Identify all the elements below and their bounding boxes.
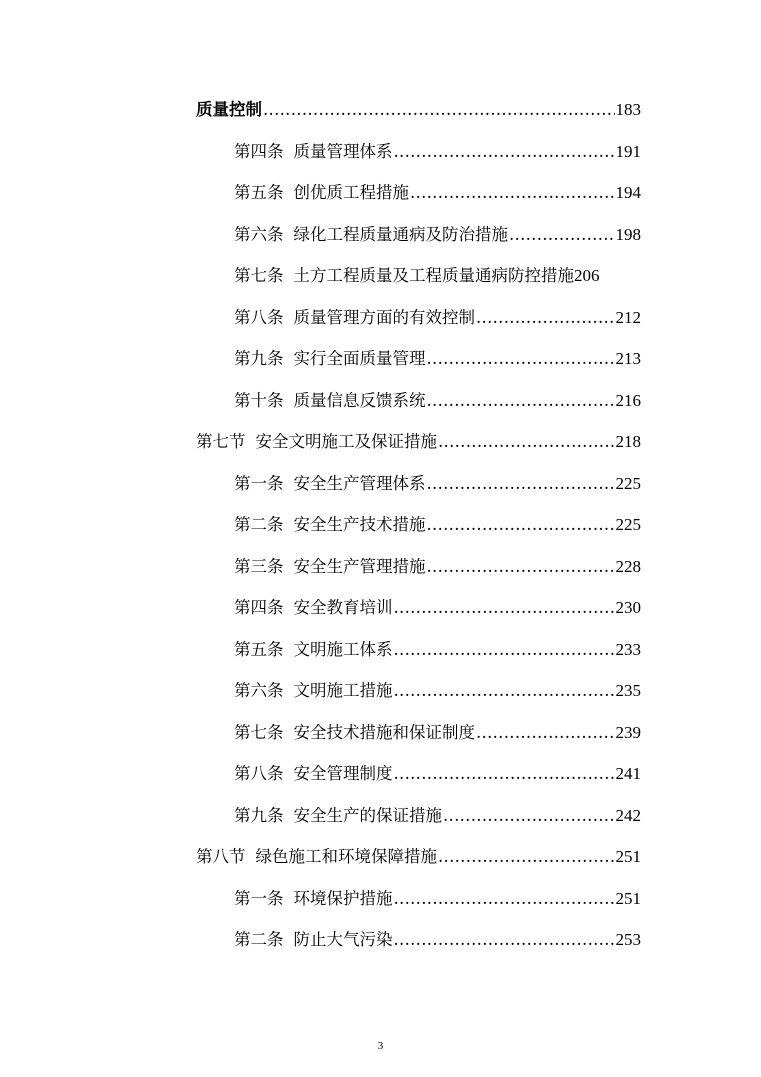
- toc-entry-number: 第三条: [234, 556, 284, 576]
- dot-leader: [394, 881, 615, 917]
- toc-entry-title: 安全管理制度: [293, 764, 393, 783]
- toc-entry[interactable]: [0, 217, 641, 259]
- toc-entry-number: 第四条: [234, 141, 284, 161]
- toc-entry-title: 创优质工程措施: [293, 183, 409, 202]
- dot-leader: [410, 175, 615, 211]
- toc-entry-page: 225: [615, 515, 641, 534]
- toc-entry-title: 安全生产管理措施: [293, 556, 426, 576]
- dot-leader: [394, 134, 615, 170]
- dot-leader: [438, 424, 615, 460]
- toc-entry[interactable]: [0, 922, 641, 964]
- toc-entry-number: 第二条: [234, 515, 284, 534]
- toc-entry-number: 第九条: [234, 349, 284, 368]
- toc-entry-label: [234, 590, 393, 626]
- toc-entry[interactable]: [0, 507, 641, 549]
- toc-entry[interactable]: [0, 715, 641, 757]
- toc-entry[interactable]: [0, 466, 641, 508]
- toc-entry-page: 228: [615, 556, 641, 576]
- dot-leader: [427, 549, 615, 585]
- toc-entry-label: [234, 300, 475, 336]
- page-number: 3: [377, 1040, 384, 1052]
- toc-entry-title: 安全生产管理体系: [293, 473, 426, 493]
- toc-entry-number: 第五条: [234, 183, 284, 202]
- toc-entry-number: 第一条: [234, 888, 284, 908]
- toc-entry-label: [234, 632, 393, 668]
- toc-entry-page: 253: [615, 930, 641, 949]
- dot-leader: [443, 798, 615, 834]
- toc-entry[interactable]: [0, 798, 641, 840]
- toc-entry-page: 194: [615, 183, 641, 202]
- toc-entry-title: 安全技术措施和保证制度: [293, 722, 475, 742]
- toc-entry-label: [234, 798, 442, 834]
- toc-entry-page: 242: [615, 805, 641, 825]
- table-of-contents: [0, 92, 761, 964]
- toc-entry-title: 安全生产的保证措施: [293, 805, 442, 825]
- dot-leader: [427, 383, 615, 419]
- toc-entry-title: 环境保护措施: [293, 888, 393, 908]
- toc-entry[interactable]: [0, 673, 641, 715]
- toc-entry-title: 防止大气污染: [293, 930, 393, 949]
- toc-entry-page: 212: [615, 307, 641, 327]
- toc-entry-number: 第七条: [234, 722, 284, 742]
- toc-entry[interactable]: [0, 756, 641, 798]
- toc-entry-page: 230: [615, 598, 641, 617]
- toc-entry-page: 251: [615, 888, 641, 908]
- toc-entry-label: [234, 756, 393, 792]
- toc-entry-number: 第八节: [196, 847, 246, 866]
- toc-entry-number: 第四条: [234, 598, 284, 617]
- toc-entry[interactable]: [0, 300, 641, 342]
- toc-entry-title: 绿色施工和环境保障措施: [255, 847, 437, 866]
- toc-entry-label: [196, 839, 437, 875]
- toc-entry-title: 安全教育培训: [293, 598, 393, 617]
- toc-entry-title: 质量管理体系: [293, 141, 393, 161]
- toc-entry-label: [234, 341, 426, 377]
- toc-entry-page: 239: [615, 722, 641, 742]
- toc-entry[interactable]: [0, 341, 641, 383]
- toc-entry-title: 文明施工体系: [293, 639, 393, 659]
- toc-entry-title: 质量控制: [196, 100, 262, 119]
- toc-entry-number: 第九条: [234, 805, 284, 825]
- toc-entry[interactable]: [0, 92, 641, 134]
- toc-entry-label: [234, 922, 393, 958]
- toc-entry-label: [234, 549, 426, 585]
- toc-entry-page: 233: [615, 639, 641, 659]
- toc-entry-label: [234, 258, 574, 294]
- dot-leader: [394, 632, 615, 668]
- toc-entry-number: 第六条: [234, 224, 284, 244]
- toc-entry[interactable]: [0, 839, 641, 881]
- toc-entry-label: [234, 175, 409, 211]
- dot-leader: [394, 673, 615, 709]
- toc-entry[interactable]: [0, 424, 641, 466]
- toc-entry-label: [196, 424, 437, 460]
- dot-leader: [476, 300, 615, 336]
- toc-entry-number: 第七节: [196, 432, 246, 451]
- toc-entry-title: 质量信息反馈系统: [293, 390, 426, 410]
- dot-leader: [427, 507, 615, 543]
- toc-entry-number: 第十条: [234, 390, 284, 410]
- toc-entry-number: 第八条: [234, 764, 284, 783]
- toc-entry[interactable]: [0, 175, 641, 217]
- toc-entry-label: [234, 673, 393, 709]
- toc-entry-page: 241: [615, 764, 641, 783]
- toc-entry-label: [234, 715, 475, 751]
- dot-leader: [394, 590, 615, 626]
- toc-entry-number: 第八条: [234, 307, 284, 327]
- toc-entry-title: 安全文明施工及保证措施: [255, 432, 437, 451]
- toc-entry[interactable]: [0, 383, 641, 425]
- toc-entry-page: 235: [615, 681, 641, 700]
- toc-entry-number: 第七条: [234, 266, 284, 285]
- toc-entry-number: 第一条: [234, 473, 284, 493]
- toc-entry-page: 225: [615, 473, 641, 493]
- toc-entry[interactable]: [0, 549, 641, 591]
- dot-leader: [427, 466, 615, 502]
- toc-entry-page: 206: [574, 266, 600, 285]
- toc-entry-title: 质量管理方面的有效控制: [293, 307, 475, 327]
- toc-entry-page: 218: [615, 432, 641, 451]
- toc-entry-title: 绿化工程质量通病及防治措施: [293, 224, 508, 244]
- toc-entry-title: 土方工程质量及工程质量通病防控措施: [293, 266, 574, 285]
- dot-leader: [438, 839, 615, 875]
- dot-leader: [476, 715, 615, 751]
- toc-entry[interactable]: [0, 632, 641, 674]
- dot-leader: [394, 756, 615, 792]
- toc-entry-number: 第五条: [234, 639, 284, 659]
- toc-entry-page: 183: [615, 100, 641, 119]
- toc-entry-label: [234, 466, 426, 502]
- toc-entry-label: [234, 507, 426, 543]
- toc-entry-label: [234, 217, 508, 253]
- dot-leader: [427, 341, 615, 377]
- toc-entry-number: 第六条: [234, 681, 284, 700]
- toc-entry-page: 216: [615, 390, 641, 410]
- toc-entry-page: 198: [615, 224, 641, 244]
- toc-entry-label: [196, 92, 262, 128]
- toc-entry-title: 文明施工措施: [293, 681, 393, 700]
- toc-entry-number: 第二条: [234, 930, 284, 949]
- toc-entry-page: 251: [615, 847, 641, 866]
- dot-leader: [394, 922, 615, 958]
- toc-entry-title: 实行全面质量管理: [293, 349, 426, 368]
- toc-entry-label: [234, 881, 393, 917]
- toc-entry[interactable]: [0, 590, 641, 632]
- toc-entry-label: [234, 134, 393, 170]
- toc-entry-page: 191: [615, 141, 641, 161]
- toc-entry[interactable]: [0, 134, 641, 176]
- dot-leader: [263, 92, 615, 128]
- toc-entry-title: 安全生产技术措施: [293, 515, 426, 534]
- toc-entry-label: [234, 383, 426, 419]
- toc-entry[interactable]: [0, 881, 641, 923]
- toc-entry[interactable]: [0, 258, 641, 300]
- dot-leader: [509, 217, 615, 253]
- toc-entry-page: 213: [615, 349, 641, 368]
